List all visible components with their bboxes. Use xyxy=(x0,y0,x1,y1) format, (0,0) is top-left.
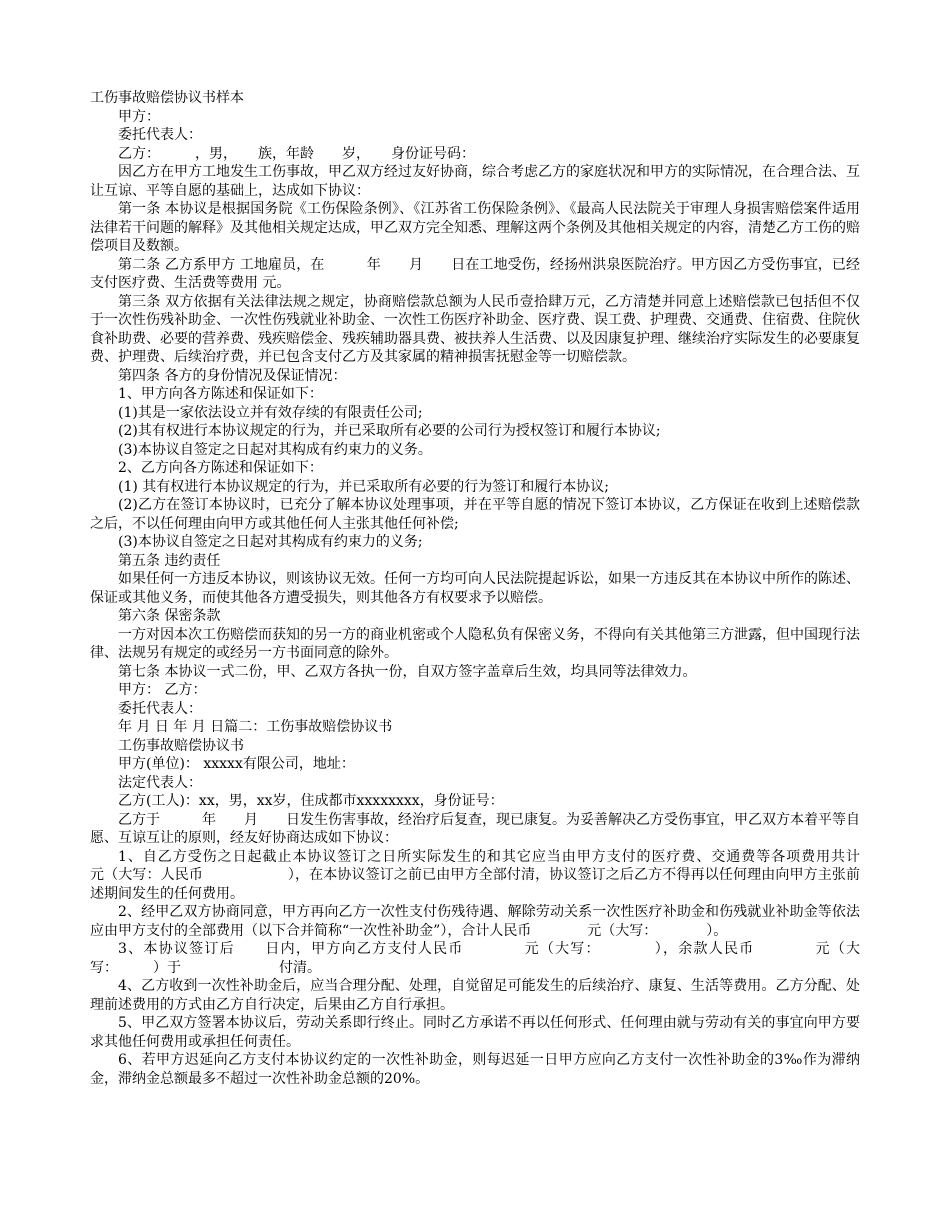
paragraph: 一方对因本次工伤赔偿而获知的另一方的商业机密或个人隐私负有保密义务，不得向有关其他第三方泄露，但中国现行法律、法规另有规定的或经另一方书面同意的除外。 xyxy=(90,626,860,661)
paragraph: 乙方于 年 月 日发生伤害事故，经治疗后复查，现已康复。为妥善解决乙方受伤事宜，甲乙双方本着平等自愿、互谅互让的原则，经友好协商达成如下协议： xyxy=(90,811,860,846)
paragraph: 2、经甲乙双方协商同意，甲方再向乙方一次性支付伤残待遇、解除劳动关系一次性医疗补助金和伤残就业补助金等依法应由甲方支付的全部费用（以下合并简称“一次性补助金”），合计人民币 元（大写： ）。 xyxy=(90,904,860,939)
paragraph: 法定代表人： xyxy=(118,774,202,791)
paragraph: 乙方： ，男， 族，年龄 岁， 身份证号码： xyxy=(118,145,475,162)
paragraph: (3)本协议自签定之日起对其构成有约束力的义务。 xyxy=(118,441,432,458)
paragraph: 甲方： 乙方： xyxy=(118,682,207,698)
paragraph: 2、乙方向各方陈述和保证如下： xyxy=(118,460,323,476)
paragraph: 5、甲乙双方签署本协议后，劳动关系即行终止。同时乙方承诺不再以任何形式、任何理由就与劳动有关的事宜向甲方要求其他任何费用或承担任何责任。 xyxy=(90,1015,860,1050)
paragraph: 委托代表人： xyxy=(118,700,202,717)
paragraph: (1)其是一家依法设立并有效存续的有限责任公司; xyxy=(118,404,423,421)
paragraph: 第七条 本协议一式二份，甲、乙双方各执一份，自双方签字盖章后生效，均具同等法律效力。 xyxy=(118,663,697,680)
paragraph: 3、本协议签订后 日内，甲方向乙方支付人民币 元（大写： ），余款人民币 元（大写： ）于 付清。 xyxy=(90,941,860,976)
paragraph: 年 月 日 年 月 日篇二：工伤事故赔偿协议书 xyxy=(118,719,393,735)
paragraph: 第三条 双方依据有关法律法规之规定，协商赔偿款总额为人民币壹拾肆万元，乙方清楚并同意上述赔偿款已包括但不仅于一次性伤残补助金、一次性伤残就业补助金、一次性工伤医疗补助金、医疗费、误工费、护理费、交通费、住宿费、住院伙食补助费、必要的营养费、残疾赔偿金、残疾辅助器具费、被扶养人生活费、以及因康复护理、继续治疗实际发生的必要康复费、护理费、后续治疗费，并已包含支付乙方及其家属的精神损害抚慰金等一切赔偿款。 xyxy=(90,293,860,365)
paragraph: 第二条 乙方系甲方 工地雇员，在 年 月 日在工地受伤，经扬州洪泉医院治疗。甲方因乙方受伤事宜，已经支付医疗费、生活费等费用 元。 xyxy=(90,256,860,291)
paragraph: 第五条 违约责任 xyxy=(118,552,221,569)
paragraph: (3)本协议自签定之日起对其构成有约束力的义务; xyxy=(118,534,423,550)
paragraph: 工伤事故赔偿协议书 xyxy=(118,737,244,754)
paragraph: 甲方： xyxy=(118,108,160,125)
paragraph: (2)其有权进行本协议规定的行为，并已采取所有必要的公司行为授权签订和履行本协议; xyxy=(118,423,661,439)
paragraph: 因乙方在甲方工地发生工伤事故，甲乙双方经过友好协商，综合考虑乙方的家庭状况和甲方的实际情况，在合理合法、互让互谅、平等自愿的基础上，达成如下协议： xyxy=(90,164,860,199)
document-title: 工伤事故赔偿协议书样本 xyxy=(90,90,244,106)
paragraph: 6、若甲方迟延向乙方支付本协议约定的一次性补助金，则每迟延一日甲方应向乙方支付一次性补助金的3‰作为滞纳金，滞纳金总额最多不超过一次性补助金总额的20%。 xyxy=(90,1052,860,1087)
paragraph: 委托代表人： xyxy=(118,127,202,143)
paragraph: 甲方(单位)： xxxxx有限公司，地址： xyxy=(118,756,355,772)
paragraph: 第六条 保密条款 xyxy=(118,608,221,624)
paragraph: 第一条 本协议是根据国务院《工伤保险条例》、《江苏省工伤保险条例》、《最高人民法院关于审理人身损害赔偿案件适用法律若干问题的解释》及其他相关规定达成，甲乙双方完全知悉、理解这两个条例及其他相关规定的内容，清楚乙方工伤的赔偿项目及数额。 xyxy=(90,201,860,254)
document-body xyxy=(90,89,916,1088)
paragraph: 乙方(工人)：xx，男，xx岁，住成都市xxxxxxxx，身份证号： xyxy=(118,793,504,809)
paragraph: 如果任何一方违反本协议，则该协议无效。任何一方均可向人民法院提起诉讼，如果一方违反其在本协议中所作的陈述、保证或其他义务，而使其他各方遭受损失，则其他各方有权要求予以赔偿。 xyxy=(90,571,860,606)
paragraph: 1、甲方向各方陈述和保证如下： xyxy=(118,386,323,402)
paragraph: 4、乙方收到一次性补助金后，应当合理分配、处理，自觉留足可能发生的后续治疗、康复、生活等费用。乙方分配、处理前述费用的方式由乙方自行决定，后果由乙方自行承担。 xyxy=(90,978,860,1013)
paragraph: (2)乙方在签订本协议时，已充分了解本协议处理事项，并在平等自愿的情况下签订本协议，乙方保证在收到上述赔偿款之后，不以任何理由向甲方或其他任何人主张其他任何补偿; xyxy=(90,497,860,532)
paragraph: 1、自乙方受伤之日起截止本协议签订之日所实际发生的和其它应当由甲方支付的医疗费、交通费等各项费用共计 元（大写：人民币 ），在本协议签订之前已由甲方全部付清，协议签订之后乙方不得再以任何理由向甲方主张前述期间发生的任何费用。 xyxy=(90,848,916,902)
paragraph: (1) 其有权进行本协议规定的行为，并已采取所有必要的行为签订和履行本协议; xyxy=(118,478,609,495)
paragraph: 第四条 各方的身份情况及保证情况： xyxy=(118,367,347,384)
